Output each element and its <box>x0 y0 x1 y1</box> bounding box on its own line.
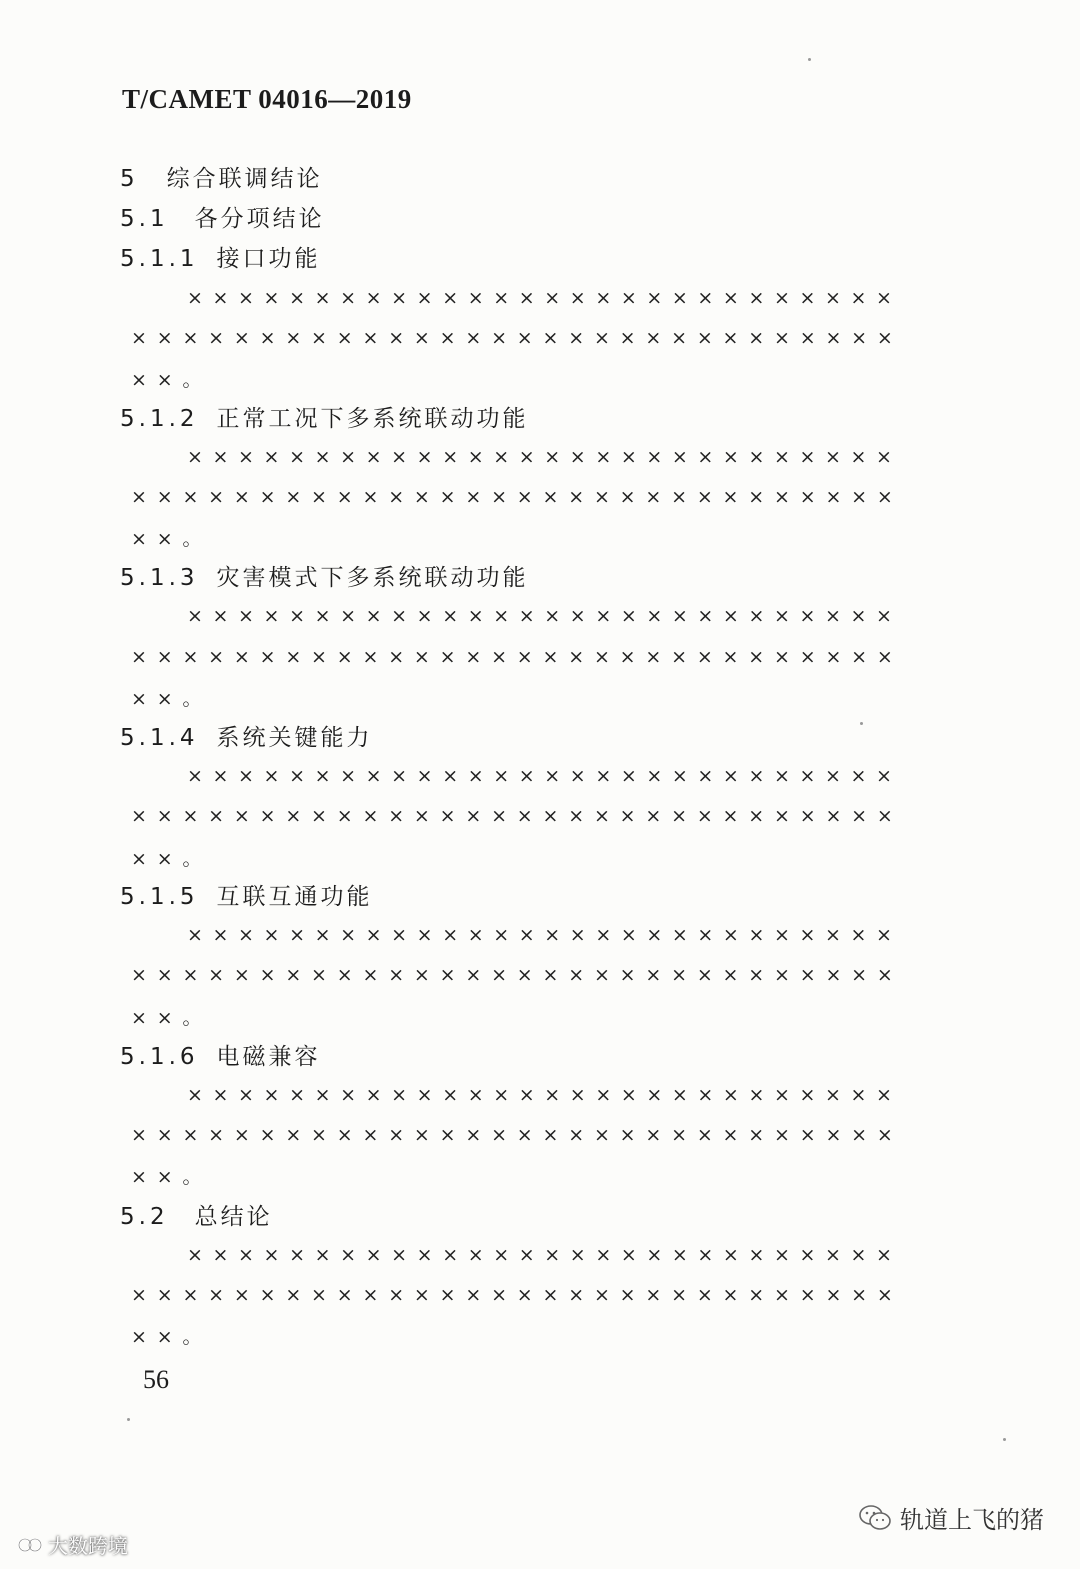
section-heading-5-1-3 <box>120 567 529 590</box>
placeholder-line: ××。 <box>131 848 212 870</box>
section-heading-5-1-6 <box>120 1046 321 1069</box>
section-number: 5.1.5 <box>120 884 199 910</box>
placeholder-line: ×××××××××××××××××××××××××××× <box>187 1244 902 1266</box>
scan-speck <box>808 58 811 61</box>
section-heading-5-1-5 <box>120 886 373 909</box>
placeholder-line: ×××××××××××××××××××××××××××× <box>187 287 902 309</box>
section-title: 各分项结论 <box>194 206 325 232</box>
section-number: 5 <box>120 166 139 192</box>
scan-speck <box>127 1418 130 1421</box>
placeholder-line: ×××××××××××××××××××××××××××× <box>187 605 902 627</box>
placeholder-line: ××。 <box>131 1166 212 1188</box>
placeholder-line: ×××××××××××××××××××××××××××××× <box>131 964 903 986</box>
section-title: 互联互通功能 <box>216 884 373 910</box>
section-title: 电磁兼容 <box>216 1044 321 1070</box>
section-heading-5-1 <box>120 208 325 231</box>
page-number: 56 <box>143 1365 169 1394</box>
section-heading-5-1-2 <box>120 408 529 431</box>
placeholder-line: ×××××××××××××××××××××××××××××× <box>131 486 903 508</box>
section-title: 接口功能 <box>216 246 321 272</box>
section-number: 5.1.3 <box>120 565 199 591</box>
watermark-right <box>858 1500 1044 1535</box>
placeholder-line: ×××××××××××××××××××××××××××××× <box>131 646 903 668</box>
section-title: 正常工况下多系统联动功能 <box>216 406 529 432</box>
scan-speck <box>860 722 863 725</box>
section-heading-5-1-1 <box>120 248 321 271</box>
placeholder-line: ×××××××××××××××××××××××××××× <box>187 1084 902 1106</box>
placeholder-line: ×××××××××××××××××××××××××××××× <box>131 1124 903 1146</box>
logo-icon <box>18 1534 42 1556</box>
watermark-left <box>18 1530 128 1559</box>
placeholder-line: ××。 <box>131 369 212 391</box>
section-heading-5 <box>120 168 323 191</box>
watermark-right-text: 轨道上飞的猪 <box>900 1506 1044 1534</box>
section-title: 总结论 <box>194 1204 273 1230</box>
placeholder-line: ×××××××××××××××××××××××××××××× <box>131 327 903 349</box>
section-number: 5.1 <box>120 206 169 232</box>
placeholder-line: ××。 <box>131 1326 212 1348</box>
section-number: 5.1.1 <box>120 246 199 272</box>
placeholder-line: ×××××××××××××××××××××××××××× <box>187 924 902 946</box>
wechat-icon <box>858 1504 892 1532</box>
section-heading-5-1-4 <box>120 727 373 750</box>
placeholder-line: ×××××××××××××××××××××××××××××× <box>131 1284 903 1306</box>
placeholder-line: ××。 <box>131 1007 212 1029</box>
section-number: 5.2 <box>120 1204 169 1230</box>
section-title: 综合联调结论 <box>166 166 323 192</box>
placeholder-line: ××。 <box>131 528 212 550</box>
section-title: 灾害模式下多系统联动功能 <box>216 565 529 591</box>
section-number: 5.1.6 <box>120 1044 199 1070</box>
watermark-left-text: 大数跨境 <box>48 1534 128 1558</box>
section-number: 5.1.4 <box>120 725 199 751</box>
placeholder-line: ×××××××××××××××××××××××××××× <box>187 765 902 787</box>
placeholder-line: ×××××××××××××××××××××××××××× <box>187 446 902 468</box>
section-title: 系统关键能力 <box>216 725 373 751</box>
section-number: 5.1.2 <box>120 406 199 432</box>
doc-code: T/CAMET 04016—2019 <box>122 84 412 114</box>
placeholder-line: ××。 <box>131 688 212 710</box>
placeholder-line: ×××××××××××××××××××××××××××××× <box>131 805 903 827</box>
scan-speck <box>1003 1438 1006 1441</box>
section-heading-5-2 <box>120 1206 273 1229</box>
